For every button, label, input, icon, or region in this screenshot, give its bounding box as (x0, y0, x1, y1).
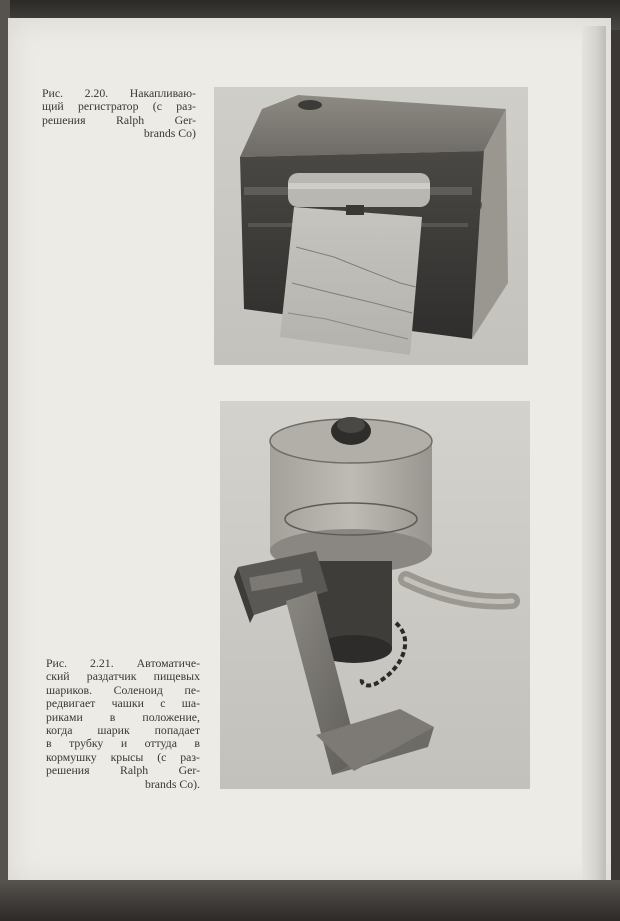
caption-line: brands Co) (143, 126, 196, 141)
caption-line: ский раздатчик пищевых (46, 669, 200, 684)
cumulative-recorder-photo (214, 87, 528, 365)
pellet-dispenser-photo (220, 401, 530, 789)
caption-line: редвигает чашки с ша- (46, 696, 200, 711)
caption-line: когда шарик попадает (46, 723, 200, 738)
figure-2-20-caption (42, 87, 196, 141)
caption-line: в трубку и оттуда в (46, 736, 200, 751)
caption-line: кормушку крысы (с раз- (46, 749, 200, 764)
caption-line: риками в положение, (46, 709, 200, 724)
caption-line: шариков. Соленоид пе- (46, 682, 200, 697)
caption-line: решения Ralph Ger- (42, 112, 196, 127)
caption-line: brands Co). (144, 776, 200, 791)
scan-border-bottom (0, 880, 620, 921)
caption-line: щий регистратор (с раз- (42, 99, 196, 114)
caption-line: Рис. 2.20. Накапливаю- (42, 86, 196, 100)
figure-2-21-caption (46, 657, 200, 791)
caption-line: Рис. 2.21. Автоматиче- (46, 656, 200, 670)
caption-line: решения Ralph Ger- (46, 763, 200, 778)
page-edge-shadow (582, 26, 606, 882)
